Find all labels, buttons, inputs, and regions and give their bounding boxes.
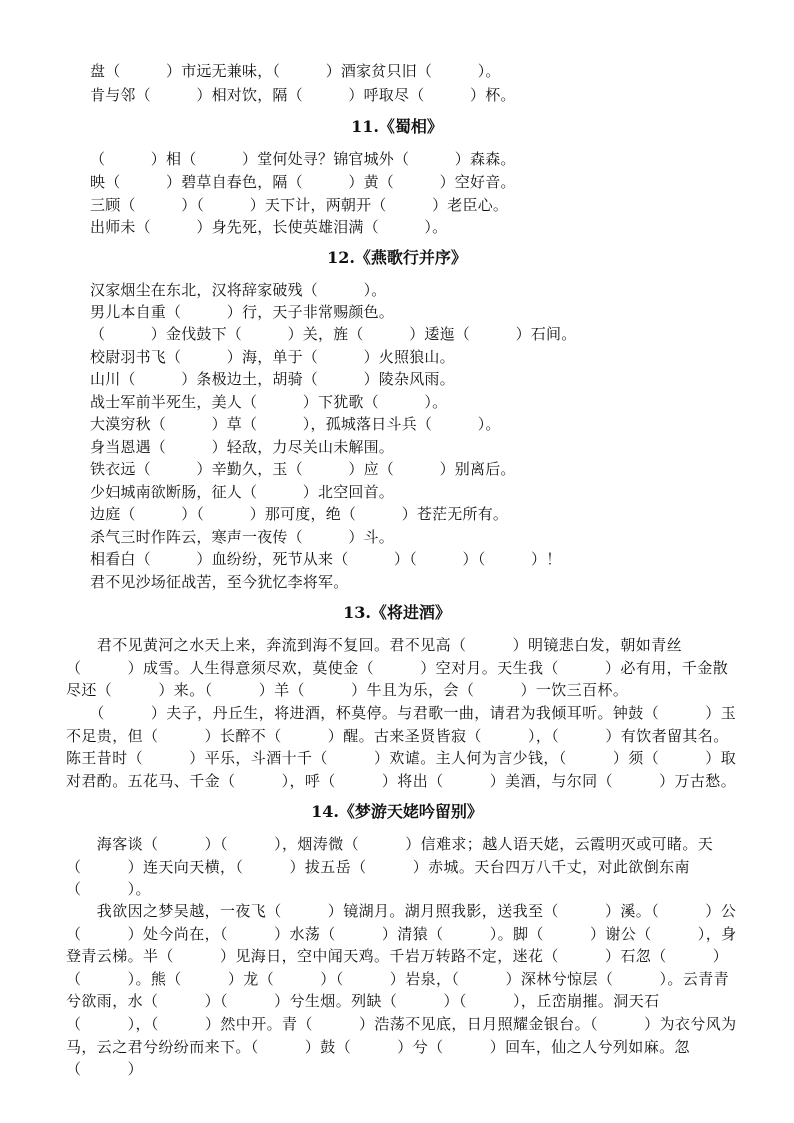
prose-paragraph: （ ）夫子，丹丘生，将进酒，杯莫停。与君歌一曲，请君为我倾耳听。钟鼓（ ）玉不足贵，但（ ）长醉不（ ）醒。古来圣贤皆寂（ ），（ ）有饮者留其名。陈王昔时（ ）平乐，斗酒十千（ ）欢谑。主人何为言少钱，（ ）须（ ）取对君酌。五花马、千金（ ），呼（ ）将出（ ）美酒，与尔同（ ）万古愁。 bbox=[66, 704, 737, 790]
poem-line: 肯与邻（ ）相对饮，隔（ ）呼取尽（ ）杯。 bbox=[90, 86, 516, 104]
prose-paragraph: 君不见黄河之水天上来，奔流到海不复回。君不见高（ ）明镜悲白发，朝如青丝（ ）成雪。人生得意须尽欢，莫使金（ ）空对月。天生我（ ）必有用，千金散尽还（ ）来。（ ）羊（ ）牛且为乐，会（ ）一饮三百杯。 bbox=[66, 636, 729, 700]
poem-line: （ ）金伐鼓下（ ）关，旌（ ）逶迤（ ）石间。 bbox=[90, 325, 577, 343]
prose-paragraph: 我欲因之梦吴越，一夜飞（ ）镜湖月。湖月照我影，送我至（ ）溪。（ ）公（ ）处今尚在，（ ）水荡（ ）清猿（ ）。脚（ ）谢公（ ），身登青云梯。半（ ）见海日，空中闻天鸡。千岩万转路不定，迷花（ ）石忽（ ）（ ）。熊（ ）龙（ ）（ ）岩泉，（ ）深林兮惊层（ ）。云青青兮欲雨，水（ ）（ ）兮生烟。列缺（ ）（ ），丘峦崩摧。洞天石（ ），（ ）然中开。青（ ）浩荡不见底，日月照耀金银台。（ ）为衣兮风为马，云之君兮纷纷而来下。（ ）鼓（ ）兮（ ）回车，仙之人兮列如麻。忽（ ） bbox=[66, 902, 737, 1079]
section-title-13: 13.《将进酒》 bbox=[343, 603, 451, 622]
poem-line: 相看白（ ）血纷纷，死节从来（ ）（ ）（ ）！ bbox=[90, 550, 562, 568]
poem-line: 汉家烟尘在东北，汉将辞家破残（ ）。 bbox=[90, 281, 387, 299]
poem-line: 战士军前半死生，美人（ ）下犹歌（ ）。 bbox=[90, 393, 448, 411]
poem-line: 山川（ ）条极边土，胡骑（ ）陵杂风雨。 bbox=[90, 370, 455, 388]
poem-line: 大漠穷秋（ ）草（ ），孤城落日斗兵（ ）。 bbox=[90, 415, 501, 433]
poem-line: 铁衣远（ ）辛勤久，玉（ ）应（ ）别离后。 bbox=[90, 460, 516, 478]
section-title-12: 12.《燕歌行并序》 bbox=[327, 248, 467, 267]
poem-line: 出师未（ ）身先死，长使英雄泪满（ ）。 bbox=[90, 218, 448, 236]
prose-paragraph: 海客谈（ ）（ ），烟涛微（ ）信难求；越人语天姥，云霞明灭或可睹。天（ ）连天向天横，（ ）拔五岳（ ）赤城。天台四万八千丈，对此欲倒东南（ ）。 bbox=[66, 835, 714, 899]
poem-line: 映（ ）碧草自春色，隔（ ）黄（ ）空好音。 bbox=[90, 173, 516, 191]
poem-line: 少妇城南欲断肠，征人（ ）北空回首。 bbox=[90, 483, 395, 501]
poem-line: 杀气三时作阵云，寒声一夜传（ ）斗。 bbox=[90, 528, 395, 546]
poem-line: 身当恩遇（ ）轻敌，力尽关山未解围。 bbox=[90, 438, 395, 456]
poem-line: 三顾（ ）（ ）天下计，两朝开（ ）老臣心。 bbox=[90, 196, 509, 214]
section-title-14: 14.《梦游天姥吟留别》 bbox=[311, 802, 483, 821]
poem-line: 男儿本自重（ ）行，天子非常赐颜色。 bbox=[90, 303, 395, 321]
poem-line: 君不见沙场征战苦，至今犹忆李将军。 bbox=[90, 573, 349, 591]
poem-line: 盘（ ）市远无兼味，（ ）酒家贫只旧（ ）。 bbox=[90, 62, 501, 80]
poem-line: 边庭（ ）（ ）那可度，绝（ ）苍茫无所有。 bbox=[90, 505, 509, 523]
poem-line: 校尉羽书飞（ ）海，单于（ ）火照狼山。 bbox=[90, 348, 455, 366]
poem-line: （ ）相（ ）堂何处寻？锦官城外（ ）森森。 bbox=[90, 150, 516, 168]
section-title-11: 11.《蜀相》 bbox=[351, 117, 443, 136]
